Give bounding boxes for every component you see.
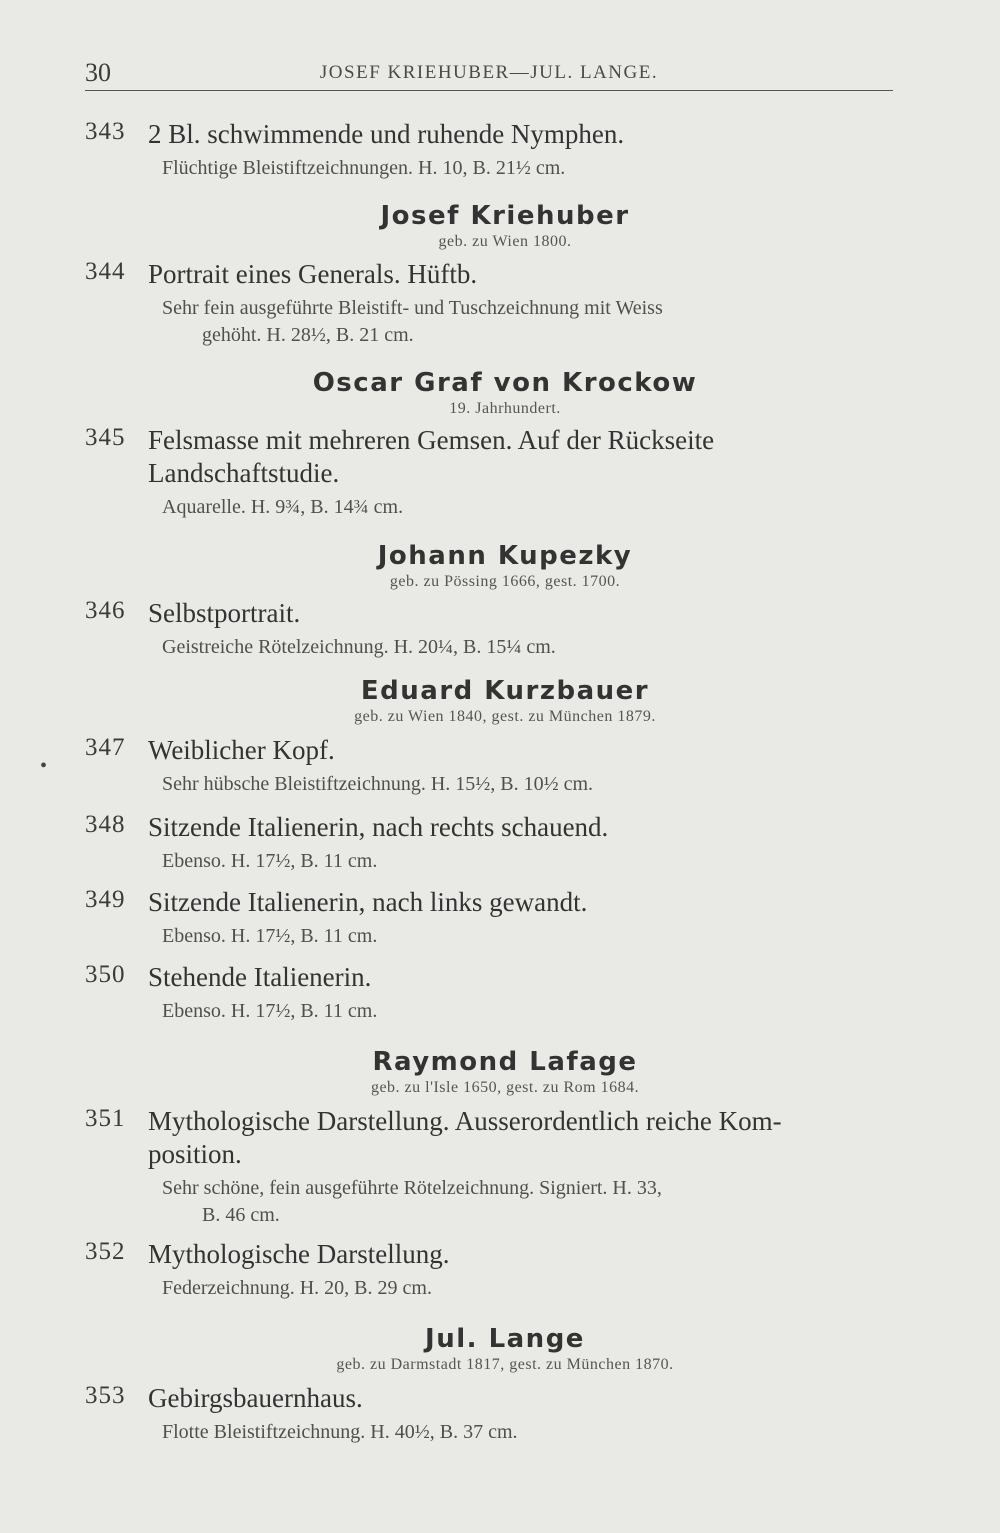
entry-number: 352 [85, 1238, 126, 1265]
catalog-entry-345 [85, 424, 895, 521]
artist-heading-kriehuber [0, 200, 1000, 252]
entry-description-continuation: gehöht. H. 28½, B. 21 cm. [202, 324, 414, 346]
artist-info: geb. zu Pössing 1666, gest. 1700. [389, 573, 621, 590]
artist-name: Eduard Kurzbauer [360, 676, 650, 706]
catalog-entry-352 [85, 1238, 895, 1302]
artist-heading-krockow [0, 367, 1000, 419]
catalog-entry-348 [85, 811, 895, 875]
entry-title: Stehende Italienerin. [148, 962, 372, 992]
entry-number: 343 [85, 118, 126, 145]
entry-description: Ebenso. H. 17½, B. 11 cm. [162, 925, 378, 947]
running-head: JOSEF KRIEHUBER—JUL. LANGE. [319, 62, 659, 83]
entry-number: 351 [85, 1105, 126, 1132]
entry-number: 346 [85, 597, 126, 624]
artist-name: Josef Kriehuber [380, 201, 630, 231]
catalog-entry-346 [85, 597, 895, 661]
entry-title: Sitzende Italienerin, nach links gewandt. [148, 887, 588, 917]
entry-title: Gebirgsbauernhaus. [148, 1383, 363, 1413]
entry-description: Ebenso. H. 17½, B. 11 cm. [162, 1000, 378, 1022]
entry-description: Geistreiche Rötelzeichnung. H. 20¼, B. 15¼ cm. [162, 636, 556, 658]
entry-title: Weiblicher Kopf. [148, 735, 335, 765]
entry-number: 347 [85, 734, 126, 761]
artist-info: geb. zu l'Isle 1650, gest. zu Rom 1684. [370, 1079, 640, 1096]
entry-title: Selbstportrait. [148, 598, 301, 628]
entry-title: Sitzende Italienerin, nach rechts schauend. [148, 812, 609, 842]
entry-number: 353 [85, 1382, 126, 1409]
catalog-entry-351 [85, 1105, 895, 1229]
entry-number: 350 [85, 961, 126, 988]
artist-info: geb. zu Wien 1800. [438, 233, 572, 250]
artist-heading-kurzbauer [0, 675, 1000, 727]
entry-description: Ebenso. H. 17½, B. 11 cm. [162, 850, 378, 872]
artist-name: Oscar Graf von Krockow [312, 368, 698, 398]
catalog-entry-343 [85, 118, 895, 182]
artist-name: Raymond Lafage [372, 1047, 638, 1077]
margin-mark: • [40, 755, 48, 777]
entry-description: Federzeichnung. H. 20, B. 29 cm. [162, 1277, 432, 1299]
entry-description-line: Sehr schöne, fein ausgeführte Rötelzeichnung. Signiert. H. 33, [162, 1177, 662, 1199]
entry-number: 345 [85, 424, 126, 451]
artist-info: 19. Jahrhundert. [449, 400, 561, 417]
entry-title: Mythologische Darstellung. [148, 1239, 450, 1269]
entry-description: Flotte Bleistiftzeichnung. H. 40½, B. 37 cm. [162, 1421, 518, 1443]
entry-title-continuation: Landschaftstudie. [148, 458, 340, 488]
entry-description-line: Sehr fein ausgeführte Bleistift- und Tuschzeichnung mit Weiss [162, 297, 663, 319]
page-number: 30 [85, 58, 111, 87]
catalog-entry-353 [85, 1382, 895, 1446]
catalog-entry-344 [85, 258, 895, 349]
entry-title: Portrait eines Generals. Hüftb. [148, 259, 478, 289]
artist-name: Jul. Lange [425, 1324, 585, 1354]
entry-title: 2 Bl. schwimmende und ruhende Nymphen. [148, 119, 625, 149]
entry-number: 349 [85, 886, 126, 913]
entry-title-continuation: position. [148, 1139, 242, 1169]
entry-description: Aquarelle. H. 9¾, B. 14¾ cm. [162, 496, 404, 518]
entry-title: Felsmasse mit mehreren Gemsen. Auf der Rückseite [148, 425, 715, 455]
entry-number: 344 [85, 258, 126, 285]
page-header [85, 58, 893, 91]
artist-heading-lafage [0, 1046, 1000, 1098]
artist-heading-kupezky [0, 540, 1000, 592]
entry-title: Mythologische Darstellung. Ausserordentlich reiche Kom- [148, 1106, 782, 1136]
entry-description: Sehr hübsche Bleistiftzeichnung. H. 15½, B. 10½ cm. [162, 773, 594, 795]
artist-info: geb. zu Wien 1840, gest. zu München 1879. [354, 708, 656, 725]
entry-description: Flüchtige Bleistiftzeichnungen. H. 10, B. 21½ cm. [162, 157, 566, 179]
entry-description [162, 1175, 895, 1229]
entry-number: 348 [85, 811, 126, 838]
artist-info: geb. zu Darmstadt 1817, gest. zu München 1870. [336, 1356, 674, 1373]
artist-heading-lange [0, 1323, 1000, 1375]
catalog-entry-347 [85, 734, 895, 798]
entry-description-continuation: B. 46 cm. [202, 1204, 280, 1226]
catalog-entry-349 [85, 886, 895, 950]
entry-description [162, 295, 895, 349]
catalog-entry-350 [85, 961, 895, 1025]
artist-name: Johann Kupezky [377, 541, 633, 571]
